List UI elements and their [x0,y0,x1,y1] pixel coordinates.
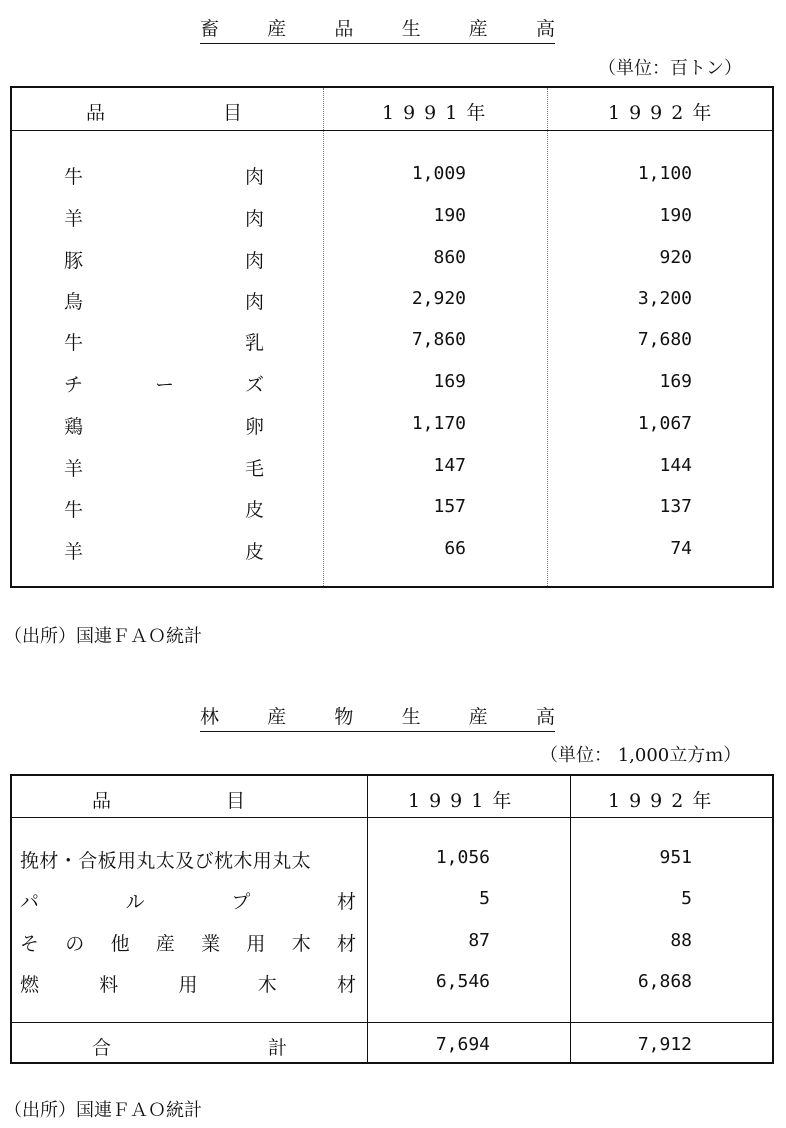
row-item-label: 燃 料 用 木 材 [20,974,356,996]
table2-total-divider [10,1022,774,1023]
row-value-1991: 66 [444,538,466,559]
table1-col-divider-2 [547,88,548,586]
total-label-right: 計 [268,1037,288,1059]
row-value-1991: 190 [433,205,466,226]
row-item-left: 牛 [64,166,84,188]
row-value-1991: 1,170 [411,413,466,434]
row-value-1991: 157 [433,496,466,517]
row-value-1992: 3,200 [637,288,692,309]
table1-header-item-right: 目 [223,102,243,124]
row-item-label: そ の 他 産 業 用 木 材 [20,933,356,955]
table1-title: 畜 産 品 生 産 高 [200,14,555,44]
table2-header-item-left: 品 [92,790,112,812]
row-item-right: 皮 [245,541,265,563]
row-value-1992: 920 [659,247,692,268]
table1-header-year2: 1992年 [608,102,721,124]
row-value-1991: 6,546 [435,971,490,992]
table1-col-divider-1 [323,88,324,586]
row-value-1992: 169 [659,371,692,392]
row-value-1992: 5 [681,888,692,909]
row-value-1991: 1,009 [411,163,466,184]
row-value-1992: 190 [659,205,692,226]
row-value-1992: 1,100 [637,163,692,184]
row-item-right: 皮 [245,499,265,521]
row-value-1992: 144 [659,455,692,476]
row-item-left: 羊 [64,208,84,230]
row-value-1992: 88 [670,930,692,951]
row-value-1991: 7,860 [411,329,466,350]
table2-source: （出所）国連ＦＡＯ統計 [4,1100,202,1121]
table2-title: 林 産 物 生 産 高 [200,702,555,732]
row-value-1991: 1,056 [435,847,490,868]
row-value-1991: 860 [433,247,466,268]
table1-header-divider [10,130,774,131]
table2-header-year2: 1992年 [608,790,721,812]
row-item-right: 肉 [245,208,265,230]
table1-source: （出所）国連ＦＡＯ統計 [4,626,202,647]
row-item-left: 牛 [64,332,84,354]
table2-header-item-right: 目 [226,790,246,812]
table2-col-divider-1 [367,776,368,1062]
table2-unit: （単位： 1,000立方ｍ） [540,745,742,766]
row-value-1992: 74 [670,538,692,559]
row-item-right: 肉 [245,291,265,313]
row-item-left: 豚 [64,250,84,272]
row-value-1991: 147 [433,455,466,476]
row-value-1991: 169 [433,371,466,392]
row-value-1992: 6,868 [637,971,692,992]
row-value-1992: 137 [659,496,692,517]
row-item-left: 鶏 [64,416,84,438]
row-value-1991: 5 [479,888,490,909]
table1-header-year1: 1991年 [382,102,495,124]
row-item-right: 肉 [245,166,265,188]
row-value-1992: 1,067 [637,413,692,434]
total-value-1991: 7,694 [435,1034,490,1055]
total-label-left: 合 [92,1037,112,1059]
row-item-right: 卵 [245,416,265,438]
row-value-1992: 7,680 [637,329,692,350]
row-item-left: 羊 [64,541,84,563]
row-value-1991: 2,920 [411,288,466,309]
row-item-right: ズ [245,374,265,396]
total-value-1992: 7,912 [637,1034,692,1055]
row-item-label: パ ル プ 材 [20,891,356,913]
row-item-left: 羊 [64,458,84,480]
row-value-1992: 951 [659,847,692,868]
row-item-label: 挽材・合板用丸太及び枕木用丸太 [20,850,312,872]
row-item-left: 牛 [64,499,84,521]
table2-header-divider [10,817,774,818]
row-item-left: 鳥 [64,291,84,313]
table1-unit: （単位：百トン） [598,58,742,79]
row-item-left: チ [64,374,84,396]
row-item-right: 毛 [245,458,265,480]
row-item-right: 乳 [245,332,265,354]
row-item-right: 肉 [245,250,265,272]
table2-header-year1: 1991年 [408,790,521,812]
table2-col-divider-2 [570,776,571,1062]
row-item-mid: ー [155,374,175,396]
table1-header-item-left: 品 [86,102,106,124]
row-value-1991: 87 [468,930,490,951]
